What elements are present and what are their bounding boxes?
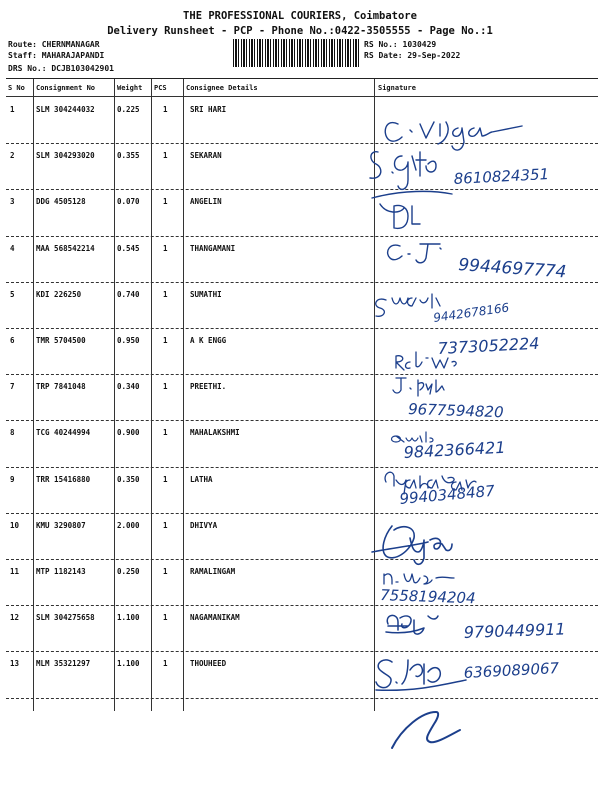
route-label: Route: CHERNMANAGAR: [8, 40, 100, 49]
cell-consignment: KMU 3290807: [36, 520, 86, 530]
signature-mark-5: [376, 294, 440, 316]
col-header-sno: S No: [8, 84, 25, 92]
col-header-pcs: PCS: [154, 84, 167, 92]
cell-weight: 0.355: [117, 151, 140, 161]
signature-mark-11: [384, 574, 454, 584]
cell-weight: 0.900: [117, 428, 140, 438]
cell-weight: 2.000: [117, 520, 140, 530]
signature-mark-3: [372, 191, 452, 228]
cell-pcs: 1: [163, 382, 168, 392]
cell-weight: 0.740: [117, 289, 140, 299]
cell-consignment: SLM 304244032: [36, 105, 95, 114]
phone-handwritten-7: 9677594820: [407, 400, 504, 422]
cell-weight: 0.545: [117, 243, 140, 253]
cell-pcs: 1: [163, 197, 168, 207]
cell-sno: 10: [10, 520, 20, 530]
phone-handwritten-6: 7373052224: [437, 333, 540, 358]
cell-consignee: PREETHI.: [190, 382, 227, 392]
phone-handwritten-9: 9940348487: [398, 481, 496, 508]
title-line-1: THE PROFESSIONAL COURIERS, Coimbatore: [183, 10, 417, 22]
phone-handwritten-8: 9842366421: [403, 437, 506, 462]
cell-weight: 0.950: [117, 336, 140, 345]
rs-number: RS No.: 1030429: [364, 40, 437, 49]
signature-mark-10: [372, 526, 452, 564]
cell-sno: 13: [10, 659, 20, 669]
cell-pcs: 1: [163, 336, 168, 345]
cell-consignee: LATHA: [190, 474, 213, 484]
cell-sno: 2: [10, 151, 15, 161]
cell-pcs: 1: [163, 613, 168, 623]
cell-pcs: 1: [163, 289, 168, 299]
cell-consignee: NAGAMANIKAM: [190, 613, 240, 623]
signature-mark-13: [376, 660, 466, 690]
col-header-weight: Weight: [117, 84, 143, 92]
signature-flourish: [392, 712, 460, 748]
cell-weight: 0.350: [117, 474, 140, 484]
cell-consignee: ANGELIN: [190, 197, 222, 207]
drs-number: DRS No.: DCJB103042901: [8, 64, 114, 73]
col-header-signature: Signature: [378, 84, 416, 92]
cell-sno: 1: [10, 105, 15, 114]
phone-handwritten-11: 7558194204: [379, 586, 476, 608]
cell-pcs: 1: [163, 659, 168, 669]
cell-consignee: SRI HARI: [190, 105, 227, 114]
cell-pcs: 1: [163, 428, 168, 438]
cell-sno: 12: [10, 613, 20, 623]
cell-weight: 0.340: [117, 382, 140, 392]
cell-weight: 0.225: [117, 105, 140, 114]
signature-mark-1: [385, 122, 522, 150]
staff-label: Staff: MAHARAJAPANDI: [8, 51, 105, 60]
signature-mark-12: [386, 615, 438, 634]
col-header-consignment: Consignment No: [36, 84, 96, 92]
phone-handwritten-2: 8610824351: [453, 165, 550, 188]
cell-weight: 1.100: [117, 613, 140, 623]
phone-handwritten-13: 6369089067: [463, 659, 560, 682]
cell-consignment: MLM 35321297: [36, 659, 91, 669]
cell-sno: 5: [10, 289, 15, 299]
cell-pcs: 1: [163, 151, 168, 161]
cell-sno: 6: [10, 336, 15, 345]
cell-consignment: MAA 568542214: [36, 243, 95, 253]
cell-pcs: 1: [163, 520, 168, 530]
cell-weight: 0.250: [117, 567, 140, 576]
cell-consignee: SEKARAN: [190, 151, 222, 161]
signature-mark-2: [370, 152, 436, 190]
cell-consignment: DDG 4505128: [36, 197, 86, 207]
cell-sno: 7: [10, 382, 15, 392]
cell-consignee: MAHALAKSHMI: [190, 428, 240, 438]
cell-consignment: SLM 304275658: [36, 613, 95, 623]
cell-consignment: TMR 5704500: [36, 336, 86, 345]
title-line-2: Delivery Runsheet - PCP - Phone No.:0422-3505555 - Page No.:1: [107, 25, 493, 37]
cell-consignee: SUMATHI: [190, 289, 222, 299]
cell-consignee: DHIVYA: [190, 520, 218, 530]
cell-sno: 9: [10, 474, 15, 484]
cell-sno: 11: [10, 567, 20, 576]
cell-pcs: 1: [163, 243, 168, 253]
cell-consignment: TRR 15416880: [36, 474, 91, 484]
phone-handwritten-12: 9790449911: [463, 619, 566, 642]
phone-handwritten-4: 9944697774: [457, 255, 567, 283]
cell-sno: 8: [10, 428, 15, 438]
cell-consignee: THOUHEED: [190, 659, 227, 669]
cell-pcs: 1: [163, 105, 168, 114]
cell-pcs: 1: [163, 567, 168, 576]
cell-consignment: MTP 1182143: [36, 567, 86, 576]
signature-mark-8: [392, 432, 434, 442]
cell-weight: 0.070: [117, 197, 140, 207]
cell-weight: 1.100: [117, 659, 140, 669]
rs-date: RS Date: 29-Sep-2022: [364, 51, 461, 60]
signature-mark-4: [388, 244, 441, 263]
phone-handwritten-5: 9442678166: [432, 300, 511, 325]
cell-consignment: TRP 7841048: [36, 382, 86, 392]
cell-consignee: RAMALINGAM: [190, 567, 236, 576]
cell-sno: 4: [10, 243, 15, 253]
cell-consignment: TCG 40244994: [36, 428, 91, 438]
cell-consignment: SLM 304293020: [36, 151, 95, 161]
cell-consignee: THANGAMANI: [190, 243, 236, 253]
signature-mark-7: [393, 378, 444, 396]
cell-consignee: A K ENGG: [190, 336, 227, 345]
cell-consignment: KDI 226250: [36, 289, 82, 299]
cell-sno: 3: [10, 197, 15, 207]
col-header-consignee: Consignee Details: [186, 84, 258, 92]
cell-pcs: 1: [163, 474, 168, 484]
